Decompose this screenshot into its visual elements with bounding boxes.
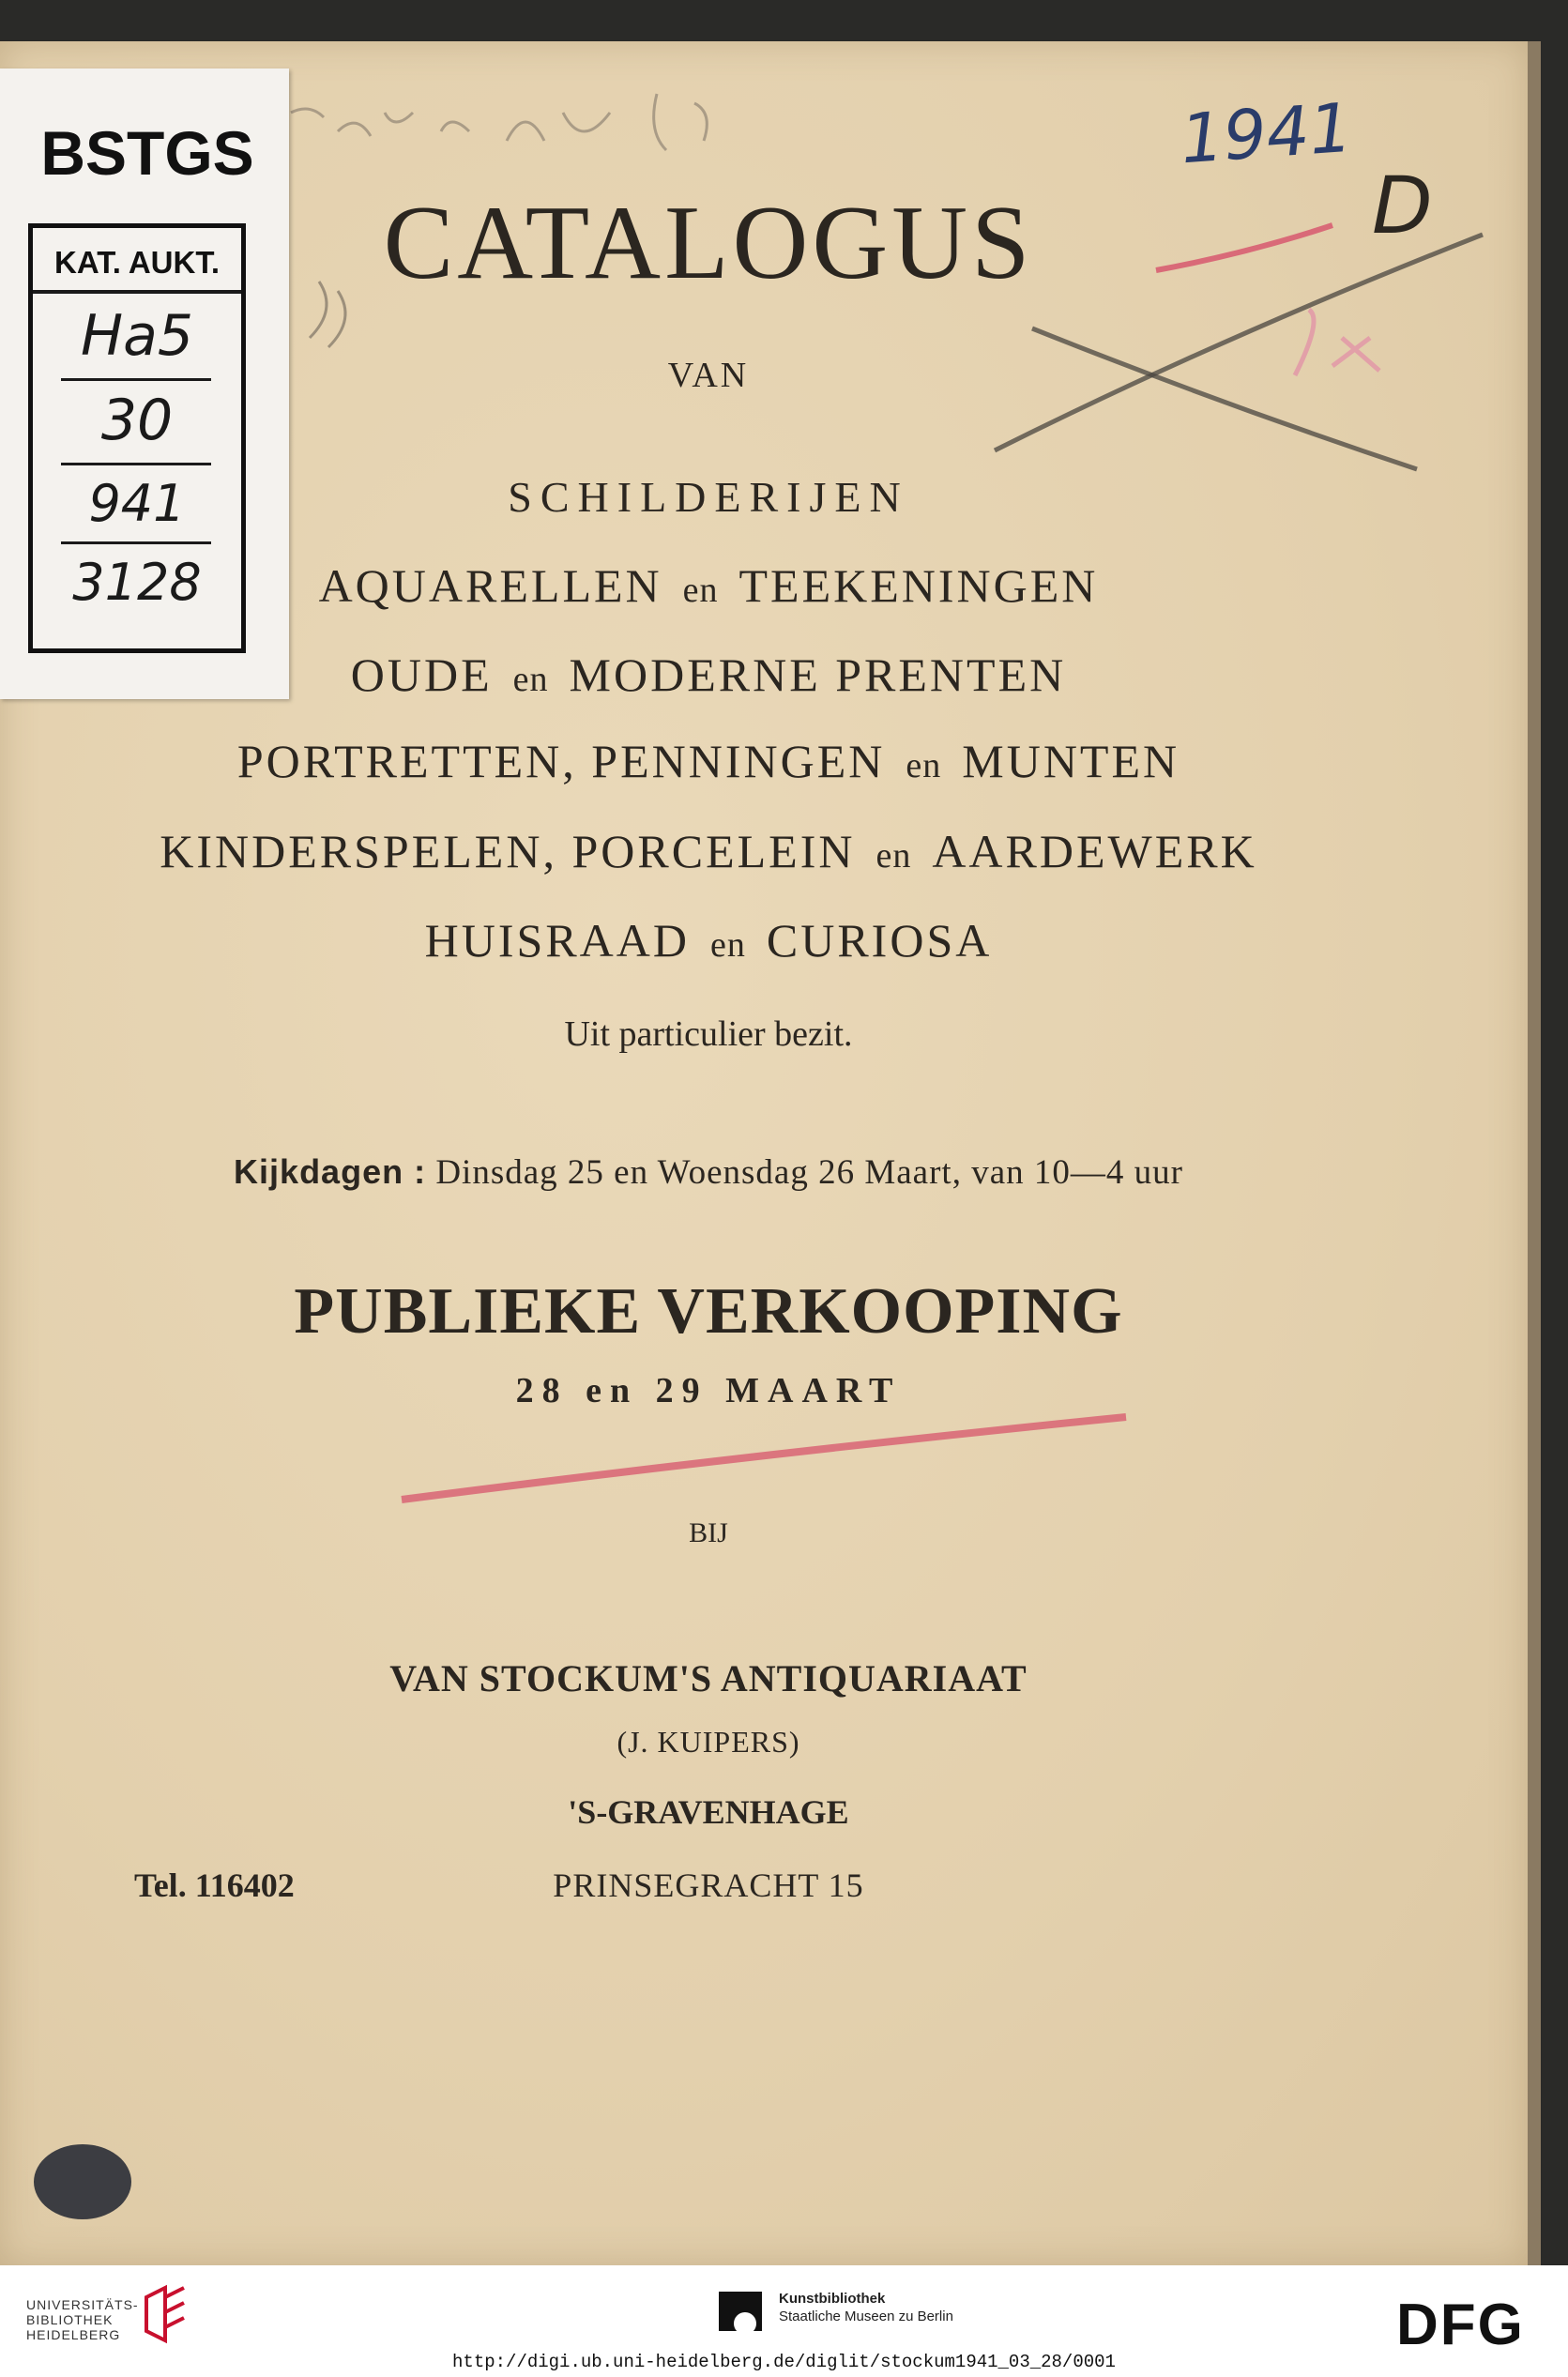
category-curiosa: CURIOSA	[766, 914, 993, 967]
kb-subtitle: Staatliche Museen zu Berlin	[779, 2308, 953, 2324]
red-pencil-note	[1295, 310, 1379, 375]
category-schilderijen: SCHILDERIJEN	[508, 473, 909, 521]
label-kat-aukt: KAT. AUKT.	[54, 245, 220, 280]
van-text: VAN	[667, 356, 750, 395]
university-logo-icon	[141, 2284, 190, 2344]
category-portretten: PORTRETTEN, PENNINGEN	[236, 735, 886, 787]
category-line-4	[131, 734, 1286, 788]
origin-note: Uit particulier bezit.	[564, 1014, 853, 1054]
telephone: Tel. 116402	[134, 1867, 295, 1904]
ink-stain	[34, 2144, 131, 2219]
category-huisraad: HUISRAAD	[424, 914, 690, 967]
kunstbibliothek-name	[779, 2290, 953, 2325]
category-moderne-prenten: MODERNE PRENTEN	[569, 648, 1067, 701]
label-underline-1	[61, 378, 211, 381]
catalogue-title: CATALOGUS	[383, 185, 1034, 301]
dealer-sub: (J. KUIPERS)	[617, 1725, 800, 1759]
viewing-label: Kijkdagen :	[234, 1152, 427, 1191]
sale-title: PUBLIEKE VERKOOPING	[294, 1275, 1123, 1348]
category-kinderspelen: KINDERSPELEN, PORCELEIN	[160, 825, 856, 877]
handwritten-year: 1941	[1178, 87, 1355, 179]
viewing-text: Dinsdag 25 en Woensdag 26 Maart, van 10—4 uur	[435, 1153, 1183, 1192]
footer-bar	[0, 2265, 1568, 2377]
conjunction: en	[512, 660, 549, 699]
category-line-2	[131, 558, 1286, 613]
label-underline-2	[61, 463, 211, 465]
sale-dates: 28 en 29 MAART	[515, 1371, 902, 1410]
red-underline	[402, 1417, 1126, 1500]
label-divider	[33, 290, 241, 294]
label-bstgs: BSTGS	[40, 118, 254, 188]
university-line-2: BIBLIOTHEK	[26, 2312, 114, 2327]
label-hw-2: 30	[100, 388, 174, 453]
category-line-5	[131, 824, 1286, 878]
faint-pencil-scribble	[291, 94, 707, 150]
conjunction: en	[710, 925, 746, 965]
category-line-3	[131, 648, 1286, 702]
label-hw-3: 941	[88, 474, 186, 533]
source-url[interactable]: http://digi.ub.uni-heidelberg.de/diglit/stockum1941_03_28/0001	[452, 2352, 1116, 2372]
category-line-6	[131, 913, 1286, 968]
library-label	[0, 69, 289, 699]
label-hw-4: 3128	[72, 553, 202, 612]
category-oude: OUDE	[350, 648, 493, 701]
dfg-logo: DFG	[1396, 2293, 1525, 2357]
university-name	[26, 2297, 139, 2342]
category-teekeningen: TEEKENINGEN	[738, 559, 1099, 612]
category-munten: MUNTEN	[962, 735, 1180, 787]
dealer-name: VAN STOCKUM'S ANTIQUARIAAT	[389, 1657, 1028, 1699]
label-underline-3	[61, 541, 211, 544]
conjunction: en	[906, 746, 942, 785]
category-aquarellen: AQUARELLEN	[318, 559, 662, 612]
university-line-1: UNIVERSITÄTS-	[26, 2297, 139, 2312]
viewing-days	[131, 1152, 1286, 1193]
label-box	[28, 223, 246, 653]
university-line-3: HEIDELBERG	[26, 2327, 121, 2342]
pencil-cross-stroke-1	[1032, 328, 1417, 469]
handwritten-letter: D	[1372, 160, 1433, 251]
kunstbibliothek-logo-icon	[717, 2288, 768, 2337]
category-aardewerk: AARDEWERK	[932, 825, 1257, 877]
conjunction: en	[875, 836, 912, 876]
conjunction: en	[682, 571, 719, 610]
kb-title: Kunstbibliothek	[779, 2291, 886, 2307]
address: PRINSEGRACHT 15	[553, 1867, 864, 1904]
bij-text: BIJ	[689, 1517, 728, 1548]
city: 'S-GRAVENHAGE	[568, 1793, 849, 1831]
label-hw-1: Ha5	[80, 303, 194, 369]
